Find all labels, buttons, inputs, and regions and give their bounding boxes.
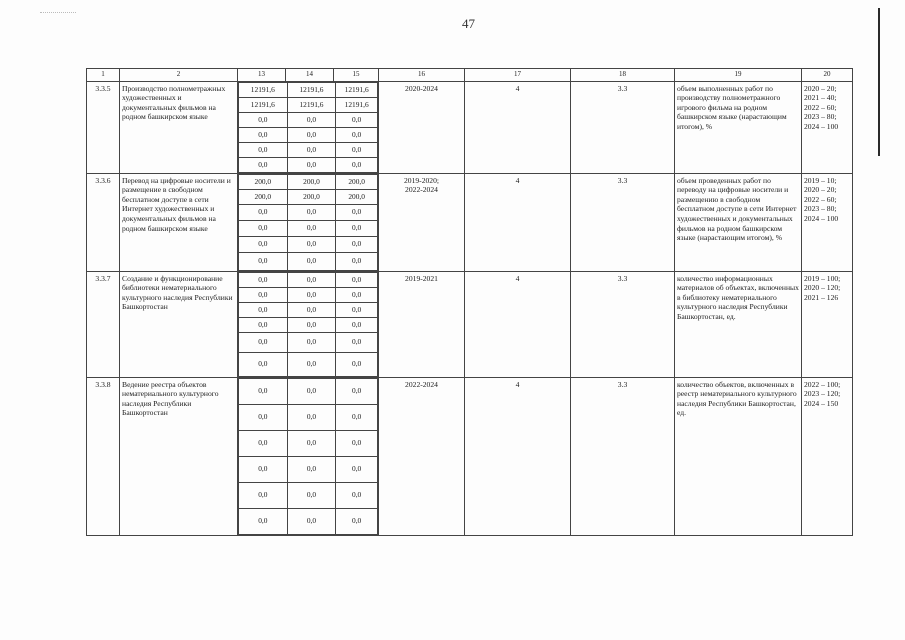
financing-value: 0,0 (287, 287, 336, 302)
financing-grid (238, 378, 378, 535)
financing-line (239, 352, 378, 376)
financing-value: 0,0 (239, 404, 288, 430)
financing-line (239, 404, 378, 430)
target-values (802, 271, 853, 377)
financing-value: 0,0 (287, 220, 336, 236)
financing-value: 0,0 (336, 482, 378, 508)
target-value: 2023 – 80; (804, 204, 837, 214)
scan-artifact (40, 12, 76, 14)
financing-line (239, 456, 378, 482)
col-17-value: 4 (465, 81, 571, 173)
financing-line (239, 378, 378, 404)
financing-value: 0,0 (239, 236, 288, 252)
financing-value: 0,0 (239, 317, 288, 332)
financing-value: 0,0 (239, 157, 288, 172)
indicator-description: количество объектов, включенных в реестр нематериального культурного наследия Республики Башкортостан, ед. (675, 377, 802, 535)
col-17-value: 4 (465, 173, 571, 271)
financing-value: 0,0 (336, 352, 378, 376)
financing-value: 0,0 (336, 142, 378, 157)
indicator-description: количество информационных материалов об объектах, включенных в библиотеку нематериального культурного наследия Республики Башкортостан, ед. (675, 271, 802, 377)
col-18-value: 3.3 (571, 173, 675, 271)
financing-line (239, 508, 378, 534)
financing-value: 0,0 (336, 456, 378, 482)
page-edge-mark (878, 8, 880, 156)
financing-value: 0,0 (287, 127, 336, 142)
financing-value: 0,0 (336, 127, 378, 142)
table-row (87, 173, 853, 271)
financing-value: 0,0 (239, 378, 288, 404)
header-col-2: 2 (120, 69, 238, 82)
target-value: 2020 – 120; (804, 283, 841, 293)
financing-value: 0,0 (336, 430, 378, 456)
financing-line (239, 272, 378, 287)
financing-line (239, 82, 378, 97)
financing-grid-cell (238, 173, 379, 271)
financing-value: 12191,6 (239, 82, 288, 97)
target-values (802, 377, 853, 535)
table-row (87, 81, 853, 173)
financing-value: 0,0 (239, 287, 288, 302)
financing-line (239, 127, 378, 142)
financing-value: 0,0 (287, 332, 336, 352)
financing-grid-cell (238, 81, 379, 173)
header-col-16: 16 (379, 69, 465, 82)
financing-value: 12191,6 (336, 82, 378, 97)
implementation-period: 2019-2021 (379, 271, 465, 377)
program-table (86, 68, 853, 536)
target-value: 2022 – 60; (804, 102, 837, 112)
financing-value: 200,0 (239, 189, 288, 204)
target-value: 2021 – 40; (804, 93, 837, 103)
financing-value: 0,0 (287, 157, 336, 172)
row-number: 3.3.6 (87, 173, 120, 271)
financing-value: 0,0 (239, 482, 288, 508)
header-col-13: 13 (238, 69, 286, 82)
financing-value: 0,0 (287, 252, 336, 270)
financing-grid (238, 82, 378, 173)
target-value: 2020 – 20; (804, 185, 837, 195)
target-value: 2019 – 10; (804, 175, 837, 185)
col-17-value: 4 (465, 271, 571, 377)
financing-value: 0,0 (239, 204, 288, 220)
target-value: 2023 – 80; (804, 112, 837, 122)
financing-value: 0,0 (287, 236, 336, 252)
financing-value: 0,0 (336, 272, 378, 287)
financing-line (239, 142, 378, 157)
financing-line (239, 302, 378, 317)
header-col-18: 18 (571, 69, 675, 82)
financing-value: 12191,6 (287, 82, 336, 97)
financing-value: 200,0 (287, 189, 336, 204)
financing-value: 12191,6 (239, 97, 288, 112)
financing-value: 0,0 (336, 302, 378, 317)
target-value: 2024 – 100 (804, 121, 839, 131)
target-value: 2022 – 100; (804, 379, 841, 389)
target-value: 2020 – 20; (804, 83, 837, 93)
measure-name: Ведение реестра объектов нематериального культурного наследия Республики Башкортостан (120, 377, 238, 535)
financing-value: 200,0 (239, 174, 288, 189)
financing-grid (238, 174, 378, 271)
financing-line (239, 204, 378, 220)
financing-value: 0,0 (287, 482, 336, 508)
financing-value: 0,0 (287, 112, 336, 127)
financing-value: 0,0 (287, 272, 336, 287)
financing-value: 0,0 (336, 317, 378, 332)
financing-value: 0,0 (239, 302, 288, 317)
implementation-period: 2022-2024 (379, 377, 465, 535)
financing-value: 0,0 (336, 112, 378, 127)
financing-value: 0,0 (336, 404, 378, 430)
financing-value: 0,0 (287, 404, 336, 430)
financing-value: 0,0 (336, 220, 378, 236)
implementation-period: 2020-2024 (379, 81, 465, 173)
target-value: 2024 – 150 (804, 398, 839, 408)
financing-value: 0,0 (239, 456, 288, 482)
measure-name: Производство полнометражных художественных и документальных фильмов на родном башкирском языке (120, 81, 238, 173)
financing-line (239, 482, 378, 508)
financing-value: 0,0 (287, 302, 336, 317)
financing-grid-cell (238, 271, 379, 377)
indicator-description: объем проведенных работ по переводу на цифровые носители и размещению в свободном бесплатном доступе в сети Интернет художественных и документальных фильмов на родном башкирском языке (нарастающим итогом), % (675, 173, 802, 271)
financing-value: 0,0 (287, 352, 336, 376)
financing-value: 0,0 (287, 317, 336, 332)
financing-value: 0,0 (239, 508, 288, 534)
financing-value: 0,0 (287, 378, 336, 404)
target-value: 2022 – 60; (804, 194, 837, 204)
financing-value: 0,0 (239, 220, 288, 236)
financing-line (239, 252, 378, 270)
financing-value: 200,0 (287, 174, 336, 189)
financing-value: 0,0 (287, 142, 336, 157)
target-value: 2023 – 120; (804, 389, 841, 399)
header-col-1: 1 (87, 69, 120, 82)
header-col-17: 17 (465, 69, 571, 82)
table-row (87, 271, 853, 377)
financing-value: 0,0 (336, 287, 378, 302)
indicator-description: объем выполненных работ по производству полнометражного игрового фильма на родном башкирском языке (нарастающим итогом), % (675, 81, 802, 173)
financing-value: 0,0 (287, 430, 336, 456)
row-number: 3.3.8 (87, 377, 120, 535)
financing-value: 0,0 (239, 142, 288, 157)
financing-value: 0,0 (239, 332, 288, 352)
financing-value: 0,0 (287, 508, 336, 534)
target-value: 2021 – 126 (804, 292, 839, 302)
financing-value: 0,0 (287, 456, 336, 482)
financing-value: 0,0 (336, 508, 378, 534)
financing-line (239, 236, 378, 252)
financing-value: 200,0 (336, 174, 378, 189)
financing-line (239, 157, 378, 172)
table-row (87, 377, 853, 535)
financing-grid (238, 272, 378, 377)
header-col-14: 14 (286, 69, 334, 82)
financing-value: 200,0 (336, 189, 378, 204)
header-col-19: 19 (675, 69, 802, 82)
financing-line (239, 220, 378, 236)
row-number: 3.3.7 (87, 271, 120, 377)
financing-value: 0,0 (239, 272, 288, 287)
financing-value: 0,0 (336, 252, 378, 270)
target-value: 2019 – 100; (804, 273, 841, 283)
financing-value: 0,0 (336, 236, 378, 252)
financing-line (239, 97, 378, 112)
header-row (87, 69, 853, 82)
financing-value: 12191,6 (336, 97, 378, 112)
financing-line (239, 332, 378, 352)
financing-line (239, 287, 378, 302)
col-18-value: 3.3 (571, 271, 675, 377)
row-number: 3.3.5 (87, 81, 120, 173)
financing-value: 0,0 (239, 127, 288, 142)
target-value: 2024 – 100 (804, 213, 839, 223)
financing-line (239, 317, 378, 332)
table-body (87, 69, 853, 536)
financing-value: 0,0 (336, 378, 378, 404)
financing-value: 0,0 (336, 157, 378, 172)
col-18-value: 3.3 (571, 377, 675, 535)
financing-value: 0,0 (239, 252, 288, 270)
financing-line (239, 112, 378, 127)
financing-value: 12191,6 (287, 97, 336, 112)
implementation-period: 2019-2020; 2022-2024 (379, 173, 465, 271)
header-col-15: 15 (334, 69, 379, 82)
target-values (802, 81, 853, 173)
financing-value: 0,0 (239, 430, 288, 456)
financing-line (239, 174, 378, 189)
measure-name: Создание и функционирование библиотеки нематериального культурного наследия Республики Башкортостан (120, 271, 238, 377)
col-18-value: 3.3 (571, 81, 675, 173)
financing-line (239, 189, 378, 204)
financing-line (239, 430, 378, 456)
financing-value: 0,0 (287, 204, 336, 220)
financing-value: 0,0 (239, 352, 288, 376)
financing-value: 0,0 (239, 112, 288, 127)
target-values (802, 173, 853, 271)
financing-value: 0,0 (336, 204, 378, 220)
header-col-20: 20 (802, 69, 853, 82)
col-17-value: 4 (465, 377, 571, 535)
measure-name: Перевод на цифровые носители и размещение в свободном бесплатном доступе в сети Интернет художественных и документальных фильмов на родном башкирском языке (120, 173, 238, 271)
financing-grid-cell (238, 377, 379, 535)
financing-value: 0,0 (336, 332, 378, 352)
page-number: 47 (462, 16, 475, 31)
